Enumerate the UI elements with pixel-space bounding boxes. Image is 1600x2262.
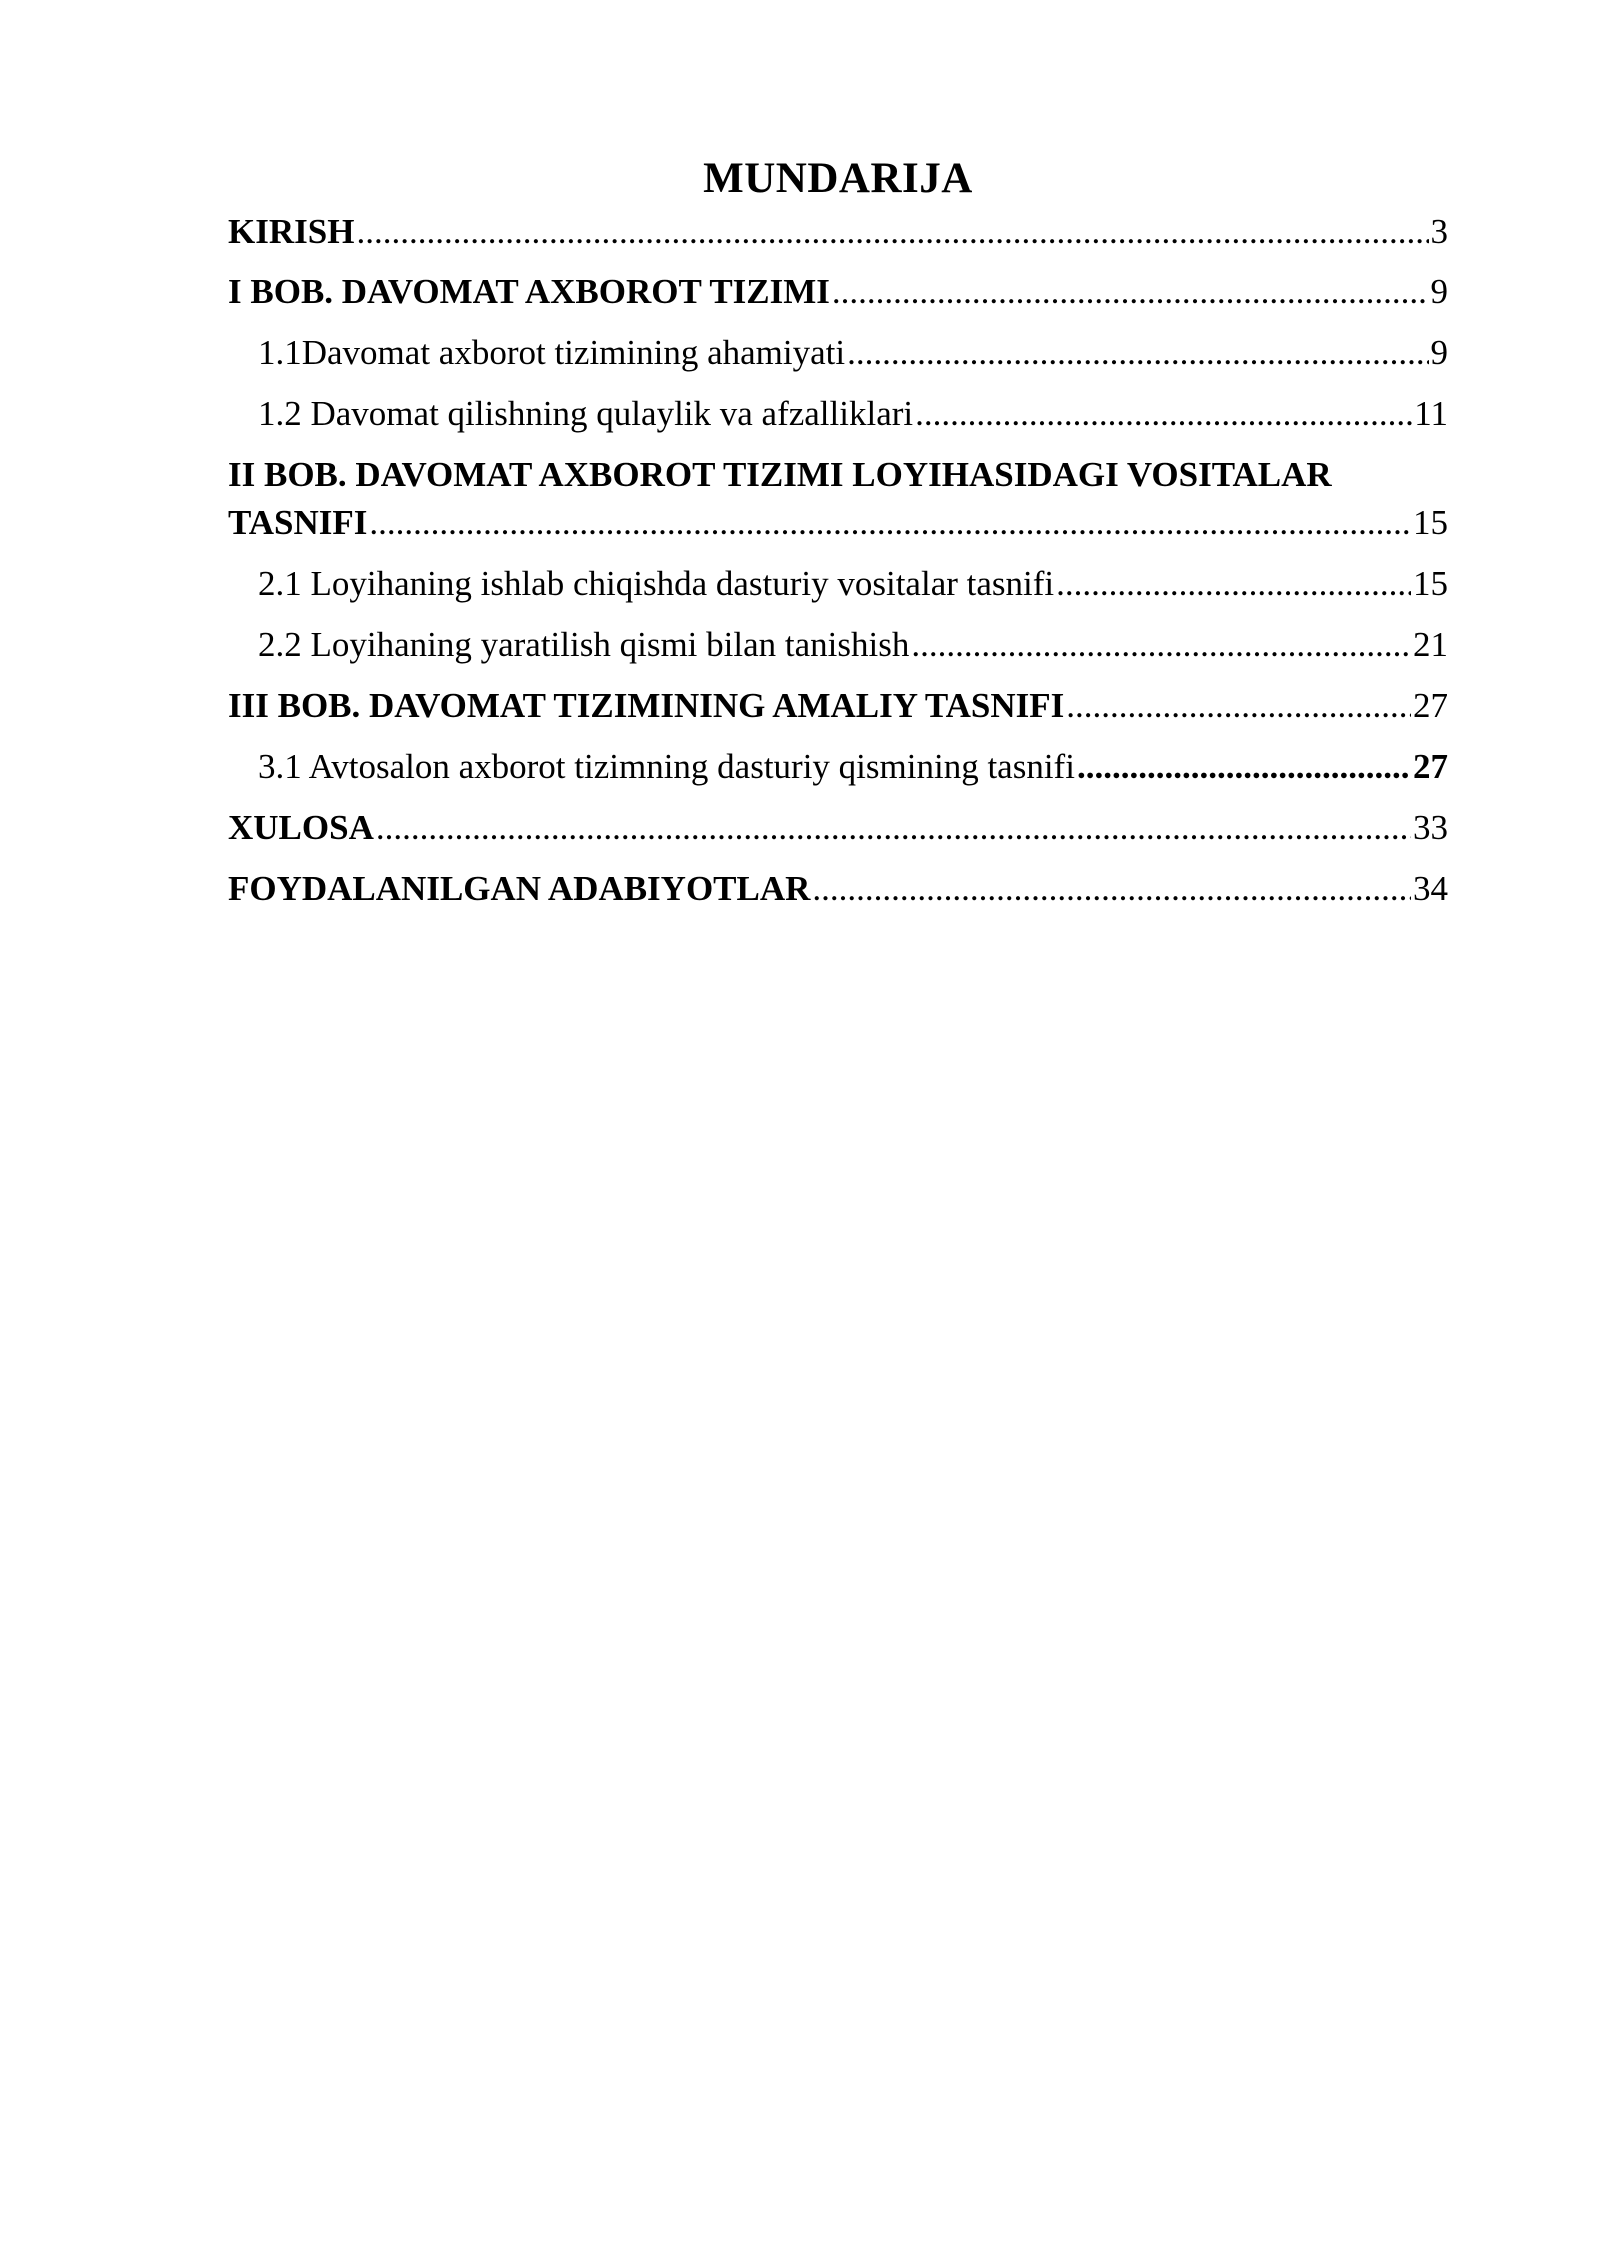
dot-leader (911, 621, 1411, 669)
toc-entry-text: I BOB. DAVOMAT AXBOROT TIZIMI (228, 272, 830, 311)
dot-leader (915, 390, 1412, 438)
toc-entry-text: XULOSA (228, 808, 374, 847)
toc-entry-text: FOYDALANILGAN ADABIYOTLAR (228, 869, 811, 908)
toc-entry-text: 2.1 Loyihaning ishlab chiqishda dasturiy vositalar tasnifi (258, 564, 1055, 603)
toc-entry-text: 3.1 Avtosalon axborot tizimning dasturiy qismining tasnifi (258, 747, 1075, 786)
toc-title: MUNDARIJA (703, 155, 973, 202)
toc-entry-kirish[interactable] (228, 208, 1448, 256)
toc-page-number: 27 (1413, 747, 1448, 786)
toc-page-number: 3 (1430, 212, 1448, 251)
dot-leader (369, 499, 1411, 547)
toc-page-number: 9 (1430, 333, 1448, 372)
toc-entry-section-3-1[interactable] (228, 743, 1448, 791)
toc-entry-chapter-1[interactable] (228, 268, 1448, 316)
toc-entry-section-1-2[interactable] (228, 390, 1448, 438)
toc-entry-chapter-2[interactable] (228, 451, 1448, 547)
toc-entry-text-line2: TASNIFI (228, 503, 368, 542)
toc-page-number: 27 (1413, 686, 1448, 725)
toc-entry-text-line1: II BOB. DAVOMAT AXBOROT TIZIMI LOYIHASIDAGI VOSITALAR (228, 455, 1332, 494)
dot-leader (376, 804, 1411, 852)
toc-entry-xulosa[interactable] (228, 804, 1448, 852)
toc-page-number: 11 (1414, 394, 1448, 433)
toc-entry-text: KIRISH (228, 212, 355, 251)
toc-entry-text: 2.2 Loyihaning yaratilish qismi bilan tanishish (258, 625, 910, 664)
toc-entry-text: 1.2 Davomat qilishning qulaylik va afzalliklari (258, 394, 914, 433)
toc-entry-chapter-3[interactable] (228, 682, 1448, 730)
dot-leader (356, 208, 1428, 256)
toc-entry-section-2-2[interactable] (228, 621, 1448, 669)
toc-page-number: 34 (1413, 869, 1448, 908)
toc-entry-references[interactable] (228, 865, 1448, 913)
toc-entry-text-line2-row (228, 499, 1448, 547)
dot-leader (847, 329, 1428, 377)
toc-entry-text: 1.1Davomat axborot tizimining ahamiyati (258, 333, 846, 372)
dot-leader (1077, 743, 1411, 791)
table-of-contents (228, 150, 1448, 913)
dot-leader (1056, 560, 1411, 608)
toc-entry-section-1-1[interactable] (228, 329, 1448, 377)
toc-page-number: 21 (1413, 625, 1448, 664)
dot-leader (1066, 682, 1411, 730)
toc-page-number: 33 (1413, 808, 1448, 847)
toc-entry-text: III BOB. DAVOMAT TIZIMINING AMALIY TASNIFI (228, 686, 1065, 725)
toc-entry-section-2-1[interactable] (228, 560, 1448, 608)
toc-page-number: 9 (1430, 272, 1448, 311)
toc-page-number: 15 (1413, 564, 1448, 603)
toc-page-number: 15 (1413, 503, 1448, 542)
dot-leader (812, 865, 1411, 913)
dot-leader (832, 268, 1429, 316)
